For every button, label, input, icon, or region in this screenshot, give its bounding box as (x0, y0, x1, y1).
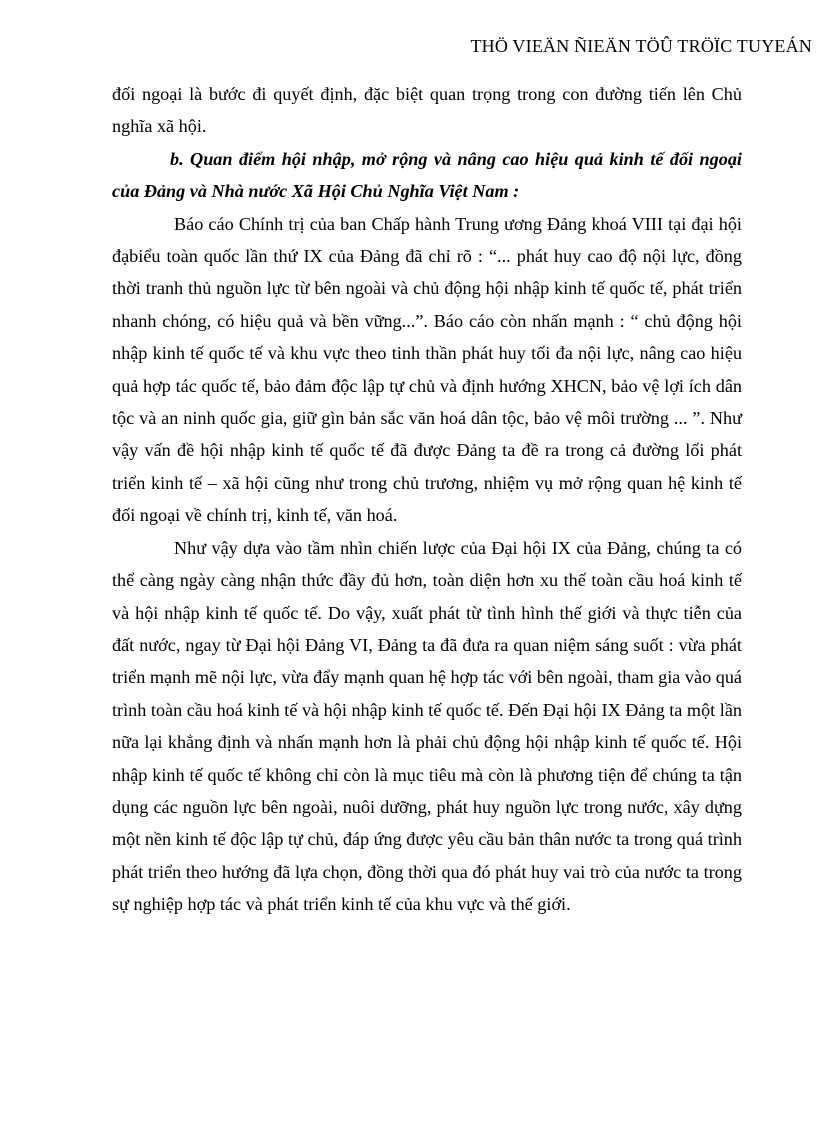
running-header: THÖ VIEÄN ÑIEÄN TÖÛ TRÖÏC TUYEÁN (470, 36, 812, 56)
document-body (112, 78, 742, 921)
section-heading: b. Quan điểm hội nhập, mở rộng và nâng cao hiệu quả kinh tế đối ngoại của Đảng và Nhà nước Xã Hội Chủ Nghĩa Việt Nam : (112, 148, 742, 202)
body-paragraph-1: Báo cáo Chính trị của ban Chấp hành Trung ương Đảng khoá VIII tại đại hội đạbiểu toàn quốc lần thứ IX của Đảng đã chỉ rõ : “... phát huy cao độ nội lực, đồng thời tranh thủ nguồn lực từ bên ngoài và chủ động hội nhập kinh tế quốc tế, phát triển nhanh chóng, có hiệu quả và bền vững...”. Báo cáo còn nhấn mạnh : “ chủ động hội nhập kinh tế quốc tế và khu vực theo tinh thần phát huy tối đa nội lực, nâng cao hiệu quả hợp tác quốc tế, bảo đảm độc lập tự chủ và định hướng XHCN, bảo vệ lợi ích dân tộc và an ninh quốc gia, giữ gìn bản sắc văn hoá dân tộc, bảo vệ môi trường ... ”. Như vậy vấn đề hội nhập kinh tế quốc tế đã được Đảng ta đề ra trong cả đường lối phát triển kinh tế – xã hội cũng như trong chủ trương, nhiệm vụ mở rộng quan hệ kinh tế đối ngoại về chính trị, kinh tế, văn hoá. (112, 213, 742, 526)
intro-paragraph: đối ngoại là bước đi quyết định, đặc biệt quan trọng trong con đường tiến lên Chủ nghĩa xã hội. (112, 84, 742, 137)
body-paragraph-2: Như vậy dựa vào tầm nhìn chiến lược của Đại hội IX của Đảng, chúng ta có thể càng ngày càng nhận thức đầy đủ hơn, toàn diện hơn xu thế toàn cầu hoá kinh tế và hội nhập kinh tế quốc tế. Do vậy, xuất phát từ tình hình thế giới và thực tiễn của đất nước, ngay từ Đại hội Đảng VI, Đảng ta đã đưa ra quan niệm sáng suốt : vừa phát triển mạnh mẽ nội lực, vừa đẩy mạnh quan hệ hợp tác với bên ngoài, tham gia vào quá trình toàn cầu hoá kinh tế và hội nhập kinh tế quốc tế. Đến Đại hội IX Đảng ta một lần nữa lại khẳng định và nhấn mạnh hơn là phải chủ động hội nhập kinh tế quốc tế. Hội nhập kinh tế quốc tế không chỉ còn là mục tiêu mà còn là phương tiện để chúng ta tận dụng các nguồn lực bên ngoài, nuôi dưỡng, phát huy nguồn lực trong nước, xây dựng một nền kinh tế độc lập tự chủ, đáp ứng được yêu cầu bản thân nước ta trong quá trình phát triển theo hướng đã lựa chọn, đồng thời qua đó phát huy vai trò của nước ta trong sự nghiệp hợp tác và phát triển kinh tế của khu vực và thế giới. (112, 537, 742, 915)
